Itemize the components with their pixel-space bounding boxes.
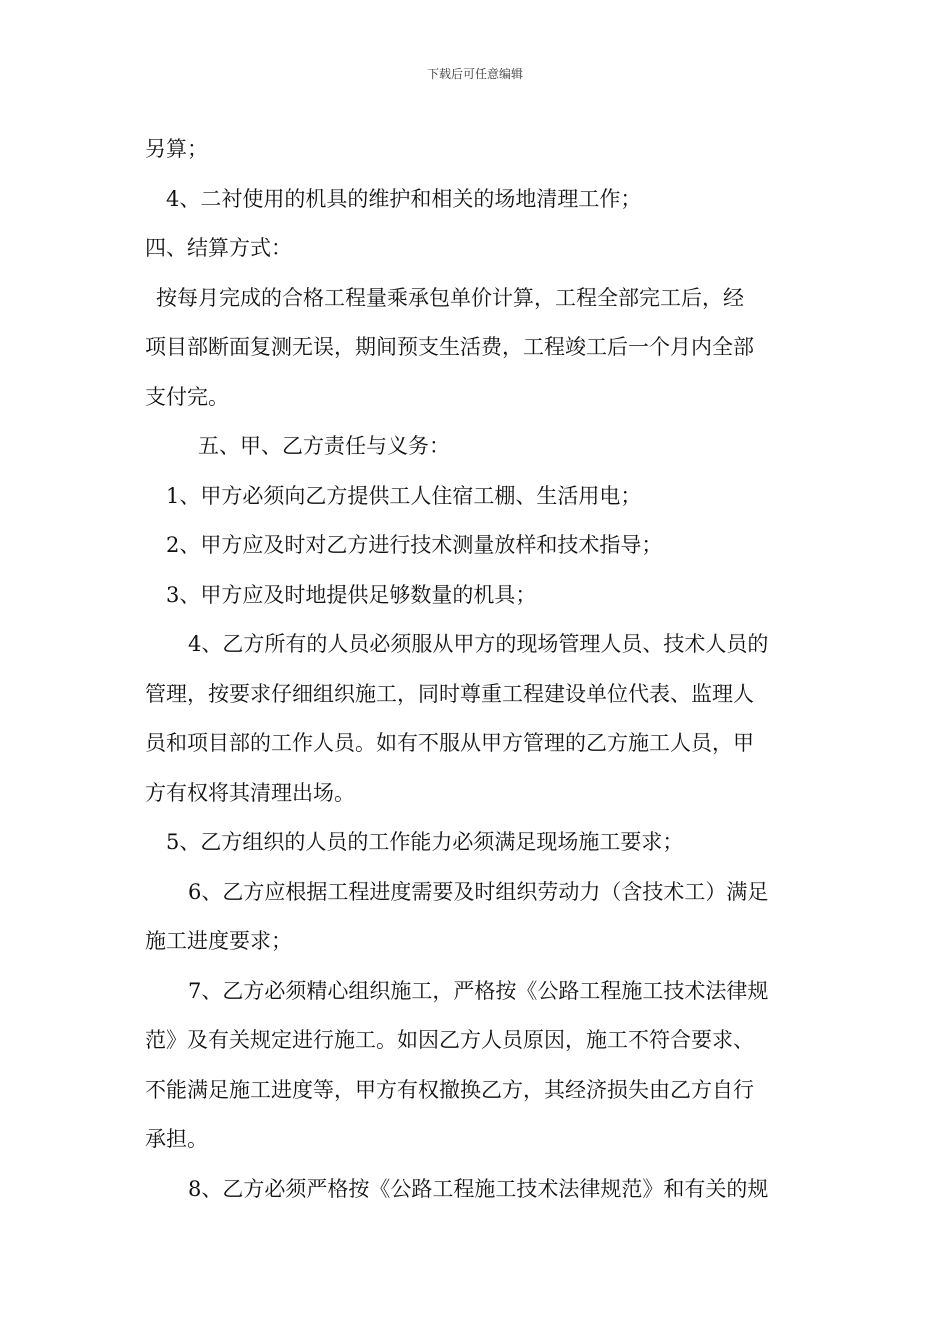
- text-line: 项目部断面复测无误，期间预支生活费，工程竣工后一个月内全部: [145, 335, 754, 359]
- text-line: 四、结算方式：: [145, 236, 292, 260]
- text-line: 4、二衬使用的机具的维护和相关的场地清理工作；: [166, 186, 642, 211]
- text-line: 6、乙方应根据工程进度需要及时组织劳动力（含技术工）满足: [188, 879, 769, 904]
- text-line: 7、乙方必须精心组织施工，严格按《公路工程施工技术法律规: [188, 978, 769, 1003]
- text-line: 方有权将其清理出场。: [145, 780, 355, 805]
- text-line: 承担。: [145, 1127, 208, 1151]
- text-line: 员和项目部的工作人员。如有不服从甲方管理的乙方施工人员，甲: [145, 731, 754, 755]
- text-line: 8、乙方必须严格按《公路工程施工技术法律规范》和有关的规: [188, 1176, 769, 1201]
- text-line: 1、甲方必须向乙方提供工人住宿工棚、生活用电；: [166, 483, 642, 508]
- text-line: 5、乙方组织的人员的工作能力必须满足现场施工要求；: [166, 830, 684, 854]
- text-line: 不能满足施工进度等，甲方有权撤换乙方，其经济损失由乙方自行: [145, 1077, 754, 1102]
- text-line: 五、甲、乙方责任与义务：: [198, 434, 450, 458]
- text-line: 施工进度要求；: [145, 929, 292, 953]
- document-body: [145, 125, 807, 1214]
- text-line: 范》及有关规定进行施工。如因乙方人员原因，施工不符合要求、: [145, 1028, 754, 1052]
- page-header: 下载后可任意编辑: [426, 67, 523, 81]
- text-line: 3、甲方应及时地提供足够数量的机具；: [166, 582, 537, 607]
- text-line: 另算；: [145, 137, 208, 161]
- text-line: 4、乙方所有的人员必须服从甲方的现场管理人员、技术人员的: [188, 632, 769, 656]
- text-line: 管理，按要求仔细组织施工，同时尊重工程建设单位代表、监理人: [145, 681, 754, 706]
- text-line: 2、甲方应及时对乙方进行技术测量放样和技术指导；: [166, 533, 663, 557]
- text-line: 支付完。: [145, 384, 229, 409]
- text-line: 按每月完成的合格工程量乘承包单价计算，工程全部完工后，经: [156, 285, 744, 310]
